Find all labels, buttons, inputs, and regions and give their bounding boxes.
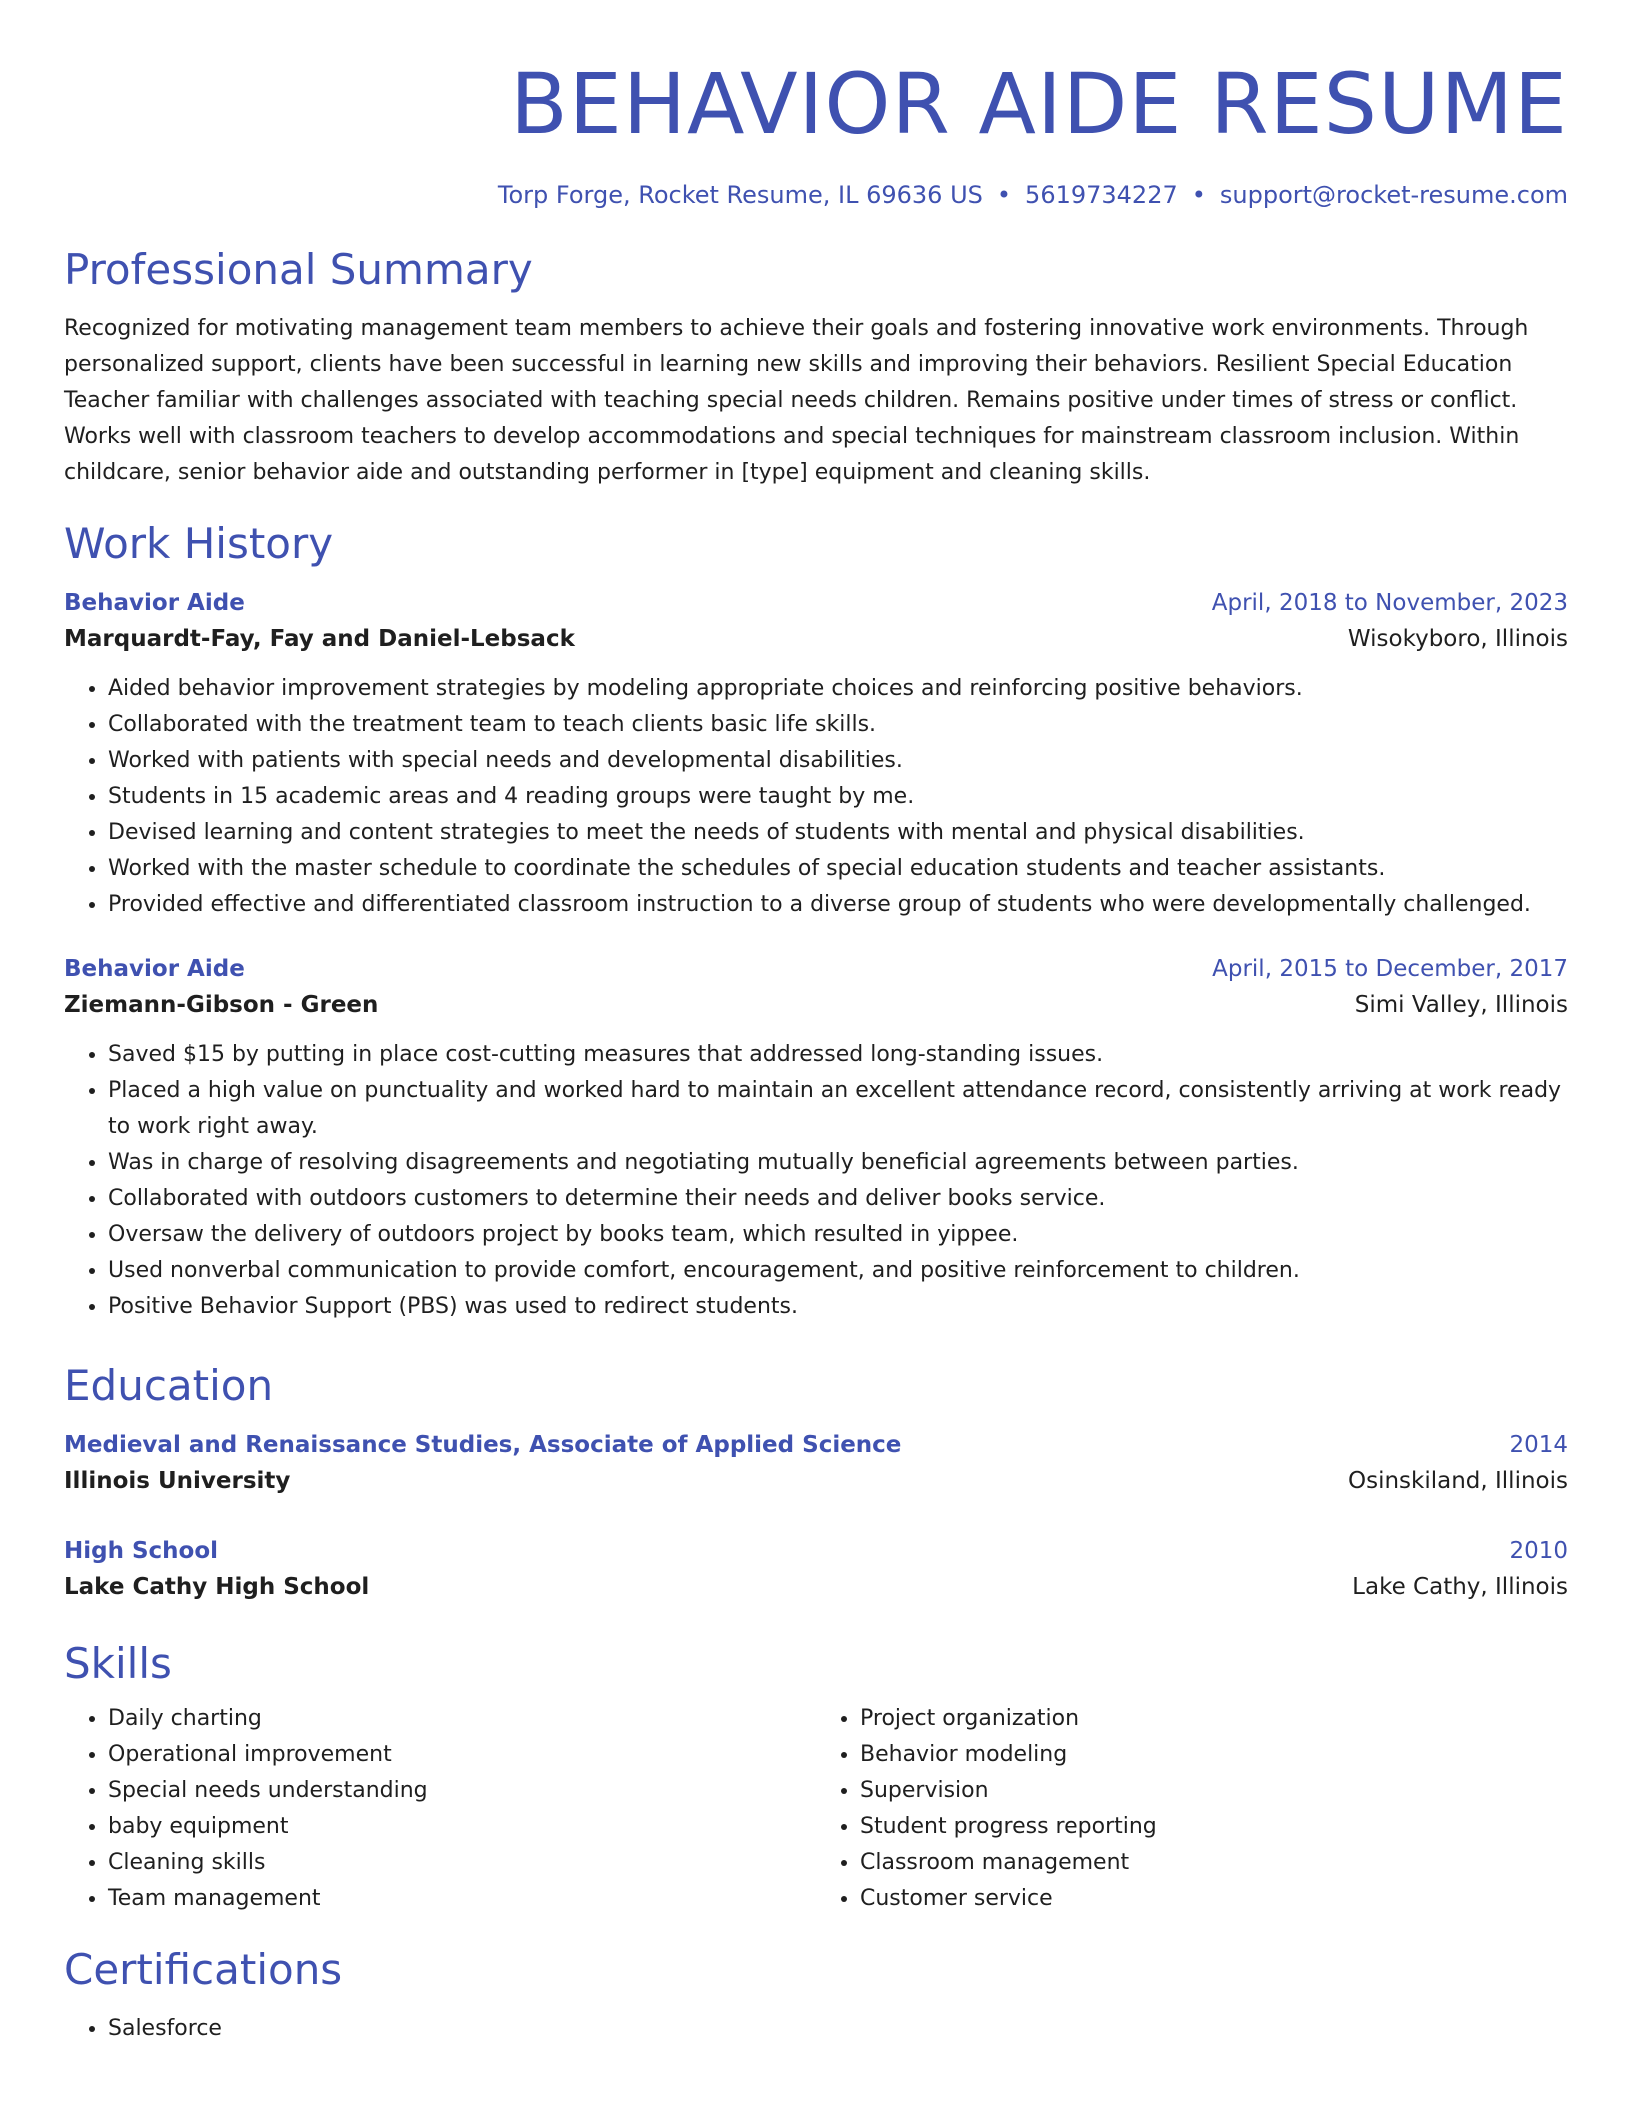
education-location: Lake Cathy, Illinois (1352, 1574, 1568, 1600)
skill-item: • Team management (108, 1881, 816, 1917)
job-bullet: • Positive Behavior Support (PBS) was used to redirect students. (108, 1289, 1568, 1325)
job-location: Wisokyboro, Illinois (1347, 626, 1568, 652)
job-bullet: • Used nonverbal communication to provide comfort, encouragement, and positive reinforcement to children. (108, 1253, 1568, 1289)
skills-columns (64, 1701, 1568, 1917)
contact-phone: 5619734227 (1025, 181, 1178, 209)
skill-item: • Special needs understanding (108, 1773, 816, 1809)
education-entry (64, 1533, 1568, 1605)
job-title: Behavior Aide (64, 590, 245, 616)
job-bullet: • Worked with the master schedule to coordinate the schedules of special education students and teacher assistants. (108, 851, 1568, 887)
skill-item: • Behavior modeling (860, 1737, 1568, 1773)
job-bullet: • Provided effective and differentiated classroom instruction to a diverse group of students who were developmentally challenged. (108, 887, 1568, 923)
skill-item: • Daily charting (108, 1701, 816, 1737)
education-year: 2014 (1509, 1432, 1568, 1458)
certification-item: • Salesforce (108, 2011, 1568, 2047)
job-bullet: • Students in 15 academic areas and 4 reading groups were taught by me. (108, 779, 1568, 815)
job-bullet: • Saved $15 by putting in place cost-cutting measures that addressed long-standing issues. (108, 1037, 1568, 1073)
contact-address: Torp Forge, Rocket Resume, IL 69636 US (497, 181, 983, 209)
skill-item: • Operational improvement (108, 1737, 816, 1773)
job-dates: April, 2018 to November, 2023 (1211, 590, 1568, 616)
skill-item: • Supervision (860, 1773, 1568, 1809)
contact-separator: • (996, 181, 1012, 209)
certifications-list (64, 2011, 1568, 2047)
job-entry (64, 585, 1568, 923)
skill-item: • baby equipment (108, 1809, 816, 1845)
contact-separator: • (1191, 181, 1206, 209)
job-bullet: • Worked with patients with special needs and developmental disabilities. (108, 743, 1568, 779)
skills-heading: Skills (64, 1639, 172, 1688)
job-bullet: • Was in charge of resolving disagreements and negotiating mutually beneficial agreements between parties. (108, 1145, 1568, 1181)
job-bullets (64, 1037, 1568, 1325)
skill-item: • Cleaning skills (108, 1845, 816, 1881)
job-bullet: • Collaborated with outdoors customers to determine their needs and deliver books service. (108, 1181, 1568, 1217)
job-title: Behavior Aide (64, 956, 245, 982)
resume-header (64, 0, 1568, 210)
job-bullet: • Aided behavior improvement strategies by modeling appropriate choices and reinforcing positive behaviors. (108, 671, 1568, 707)
contact-line (64, 180, 1568, 210)
resume-page (64, 0, 1568, 2047)
certifications-heading: Certifications (64, 1945, 343, 1994)
job-bullets (64, 671, 1568, 923)
job-dates: April, 2015 to December, 2017 (1212, 956, 1568, 982)
work-history-heading: Work History (64, 519, 334, 568)
skill-item: • Classroom management (860, 1845, 1568, 1881)
summary-heading: Professional Summary (64, 245, 533, 294)
education-heading: Education (64, 1361, 274, 1410)
skills-list-right (816, 1701, 1568, 1917)
education-degree: Medieval and Renaissance Studies, Associate of Applied Science (64, 1432, 902, 1458)
education-degree: High School (64, 1538, 219, 1564)
job-entry (64, 951, 1568, 1325)
job-bullet: • Collaborated with the treatment team to teach clients basic life skills. (108, 707, 1568, 743)
job-employer: Marquardt-Fay, Fay and Daniel-Lebsack (64, 626, 575, 652)
job-bullet: • Devised learning and content strategies to meet the needs of students with mental and physical disabilities. (108, 815, 1568, 851)
skill-item: • Student progress reporting (860, 1809, 1568, 1845)
summary-text: Recognized for motivating management team members to achieve their goals and fostering innovative work environments. Through personalized support, clients have been successful in learning new skills and improving their behaviors. Resilient Special Education Teacher familiar with challenges associated with teaching special needs children. Remains positive under times of stress or conflict. Works well with classroom teachers to develop accommodations and special techniques for mainstream classroom inclusion. Within childcare, senior behavior aide and outstanding performer in [type] equipment and cleaning skills. (64, 316, 1529, 485)
education-year: 2010 (1509, 1538, 1568, 1564)
resume-title: BEHAVIOR AIDE RESUME (510, 55, 1568, 153)
education-entry (64, 1427, 1568, 1499)
education-school: Illinois University (64, 1468, 291, 1494)
job-bullet: • Oversaw the delivery of outdoors project by books team, which resulted in yippee. (108, 1217, 1568, 1253)
job-location: Simi Valley, Illinois (1354, 992, 1568, 1018)
education-location: Osinskiland, Illinois (1347, 1468, 1568, 1494)
skills-list-left (64, 1701, 816, 1917)
skill-item: • Customer service (860, 1881, 1568, 1917)
skill-item: • Project organization (860, 1701, 1568, 1737)
job-bullet: • Placed a high value on punctuality and worked hard to maintain an excellent attendance record, consistently arriving at work ready to work right away. (108, 1073, 1568, 1145)
job-employer: Ziemann-Gibson - Green (64, 992, 379, 1018)
contact-email: support@rocket-resume.com (1219, 181, 1568, 209)
education-school: Lake Cathy High School (64, 1574, 370, 1600)
